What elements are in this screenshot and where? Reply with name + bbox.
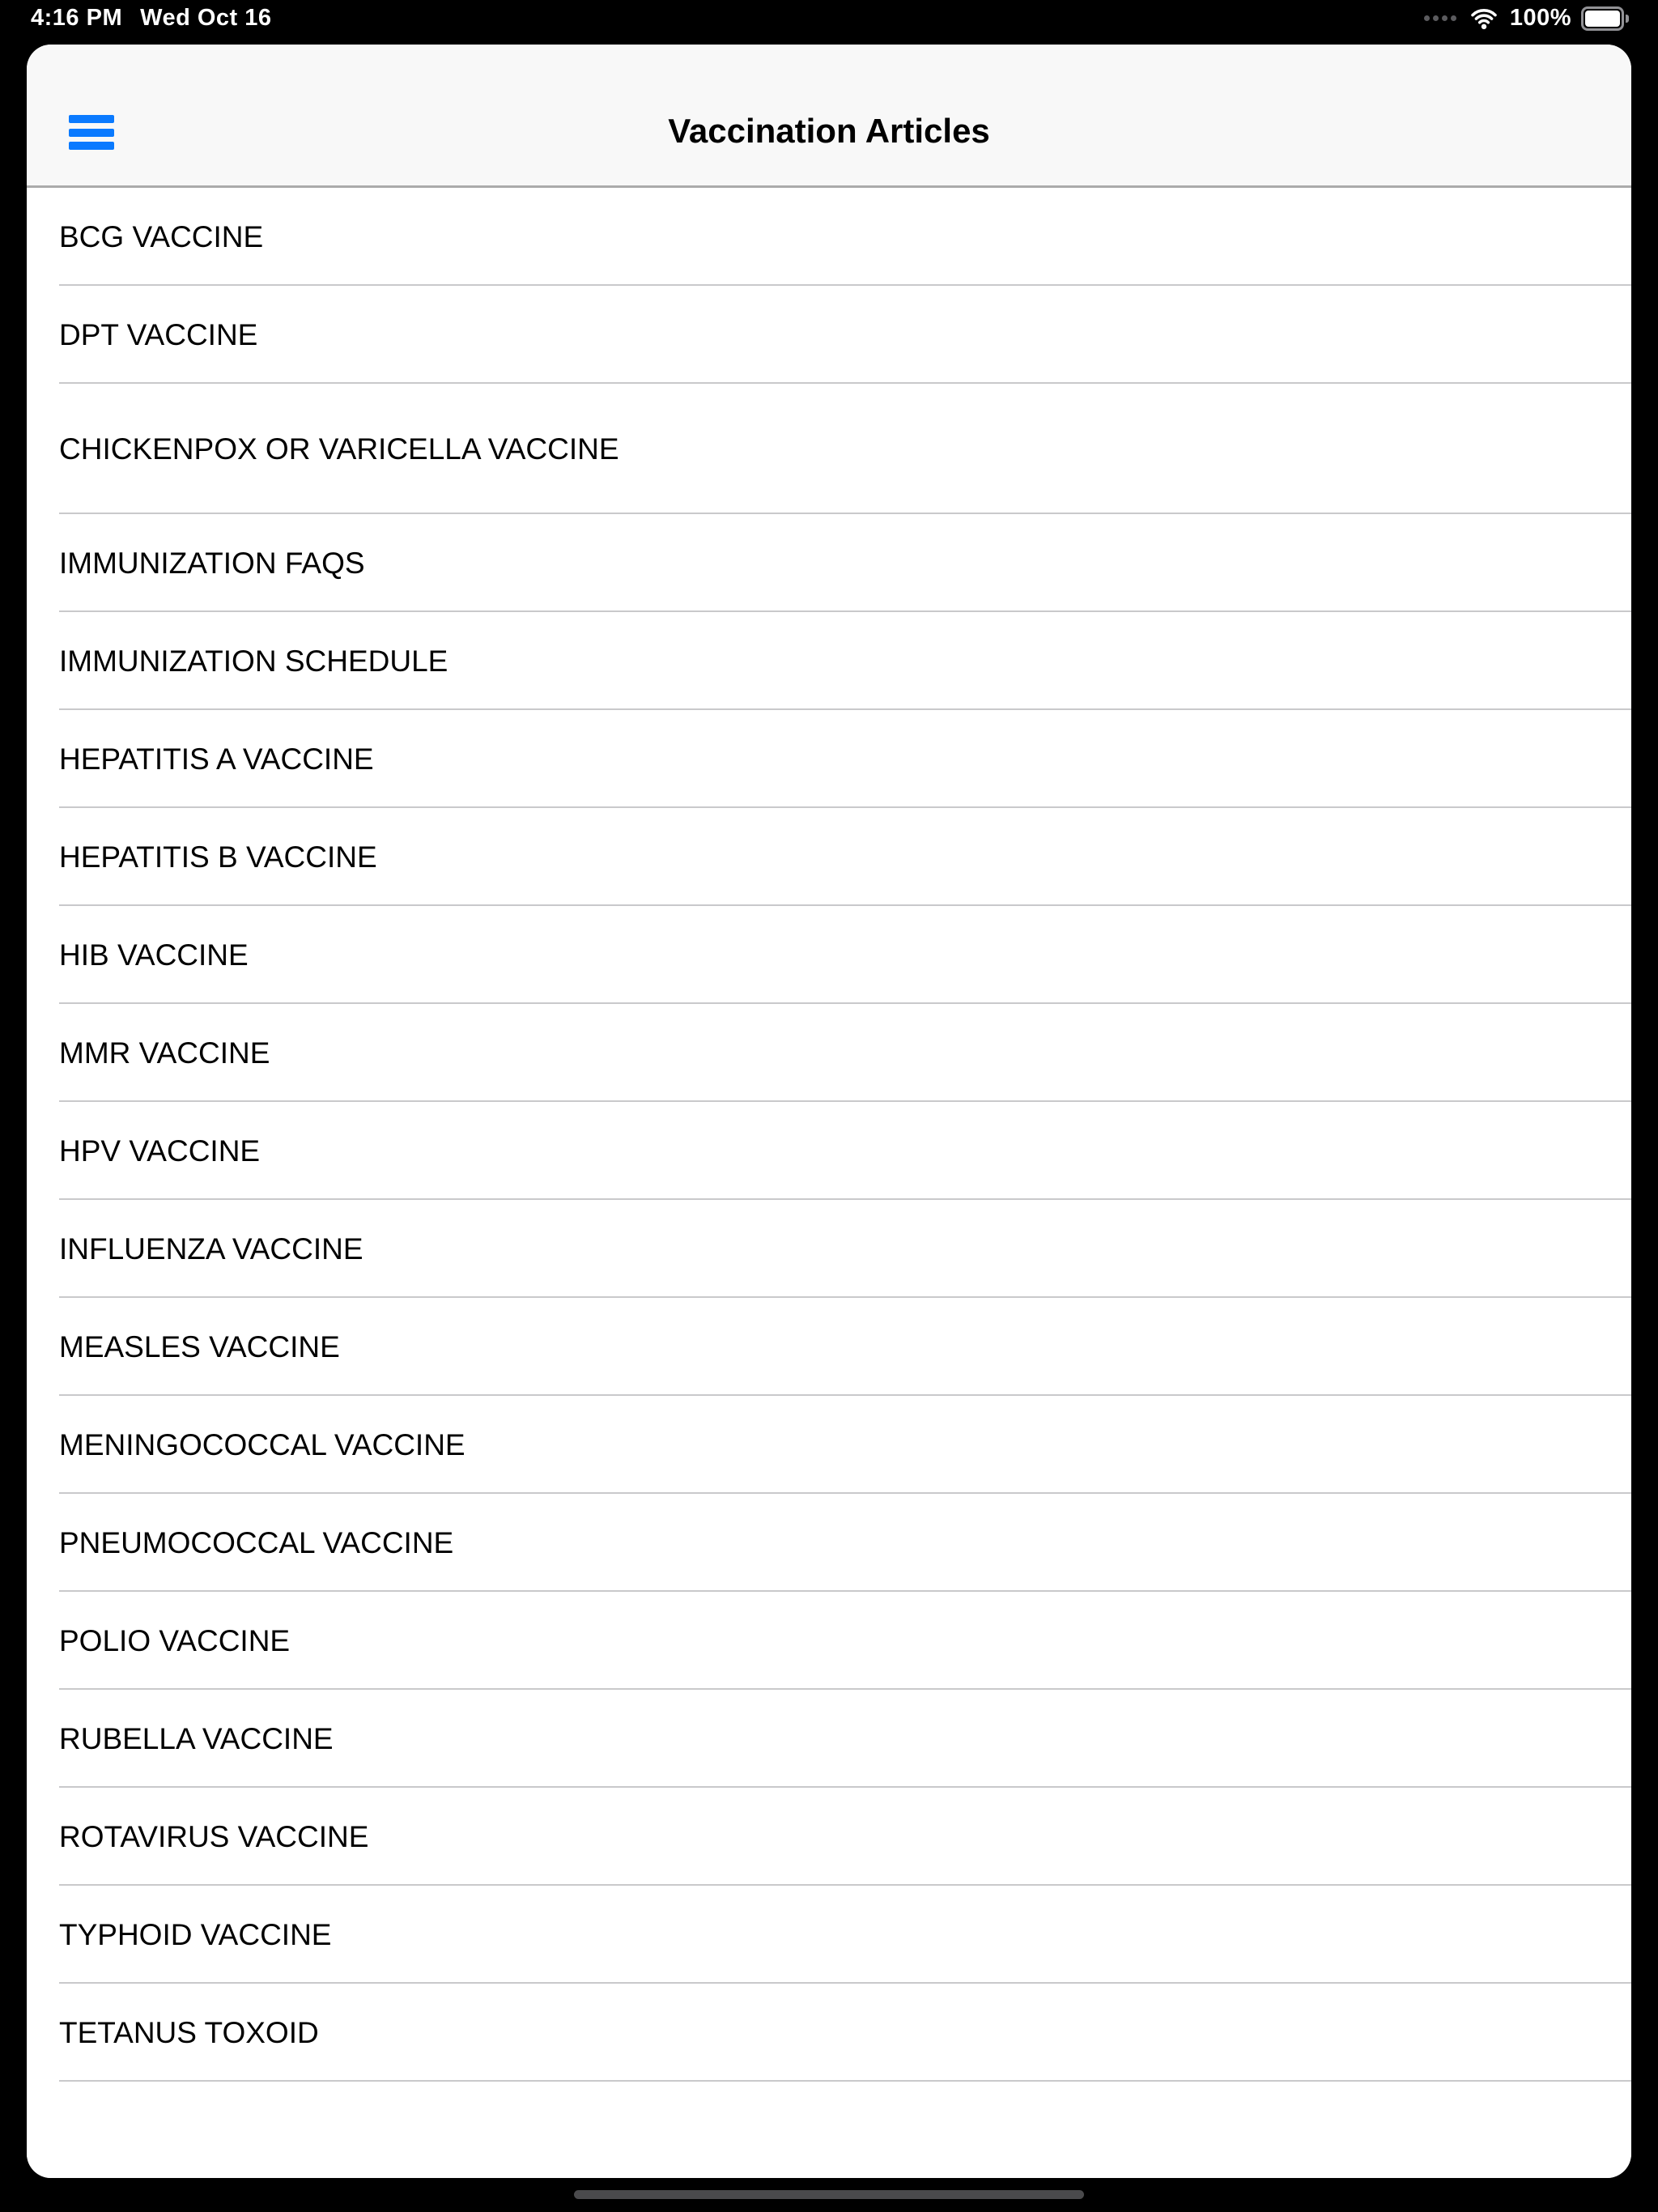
status-right-cluster <box>1424 5 1629 32</box>
article-list <box>27 188 1631 2178</box>
list-item[interactable]: RUBELLA VACCINE <box>27 1690 1631 1788</box>
list-item[interactable]: POLIO VACCINE <box>27 1592 1631 1690</box>
navigation-bar <box>27 45 1631 188</box>
battery-percent: 100% <box>1509 5 1571 31</box>
status-left-cluster <box>31 5 272 32</box>
hamburger-menu-icon <box>69 115 114 123</box>
status-date: Wed Oct 16 <box>140 5 272 31</box>
page-title: Vaccination Articles <box>668 112 990 150</box>
list-item[interactable]: MENINGOCOCCAL VACCINE <box>27 1396 1631 1494</box>
status-time: 4:16 PM <box>31 5 123 31</box>
list-item[interactable]: HPV VACCINE <box>27 1102 1631 1200</box>
list-item[interactable]: ROTAVIRUS VACCINE <box>27 1788 1631 1886</box>
list-item[interactable]: DPT VACCINE <box>27 286 1631 384</box>
cellular-dots-icon <box>1424 15 1456 21</box>
home-indicator[interactable] <box>574 2190 1084 2199</box>
list-item[interactable]: TETANUS TOXOID <box>27 1984 1631 2082</box>
list-item[interactable]: TYPHOID VACCINE <box>27 1886 1631 1984</box>
battery-full-icon <box>1581 6 1629 31</box>
list-item[interactable]: IMMUNIZATION FAQS <box>27 514 1631 612</box>
list-item[interactable]: INFLUENZA VACCINE <box>27 1200 1631 1298</box>
list-item[interactable]: PNEUMOCOCCAL VACCINE <box>27 1494 1631 1592</box>
list-item[interactable]: MMR VACCINE <box>27 1004 1631 1102</box>
app-window <box>27 45 1631 2178</box>
list-item[interactable]: HEPATITIS B VACCINE <box>27 808 1631 906</box>
wifi-icon <box>1469 7 1499 30</box>
list-item[interactable]: IMMUNIZATION SCHEDULE <box>27 612 1631 710</box>
hamburger-menu-button[interactable] <box>69 115 114 150</box>
list-item[interactable]: MEASLES VACCINE <box>27 1298 1631 1396</box>
list-item[interactable]: HIB VACCINE <box>27 906 1631 1004</box>
list-item[interactable]: BCG VACCINE <box>27 188 1631 286</box>
list-item[interactable]: HEPATITIS A VACCINE <box>27 710 1631 808</box>
status-bar <box>0 0 1658 45</box>
list-item[interactable]: CHICKENPOX OR VARICELLA VACCINE <box>27 384 1631 514</box>
